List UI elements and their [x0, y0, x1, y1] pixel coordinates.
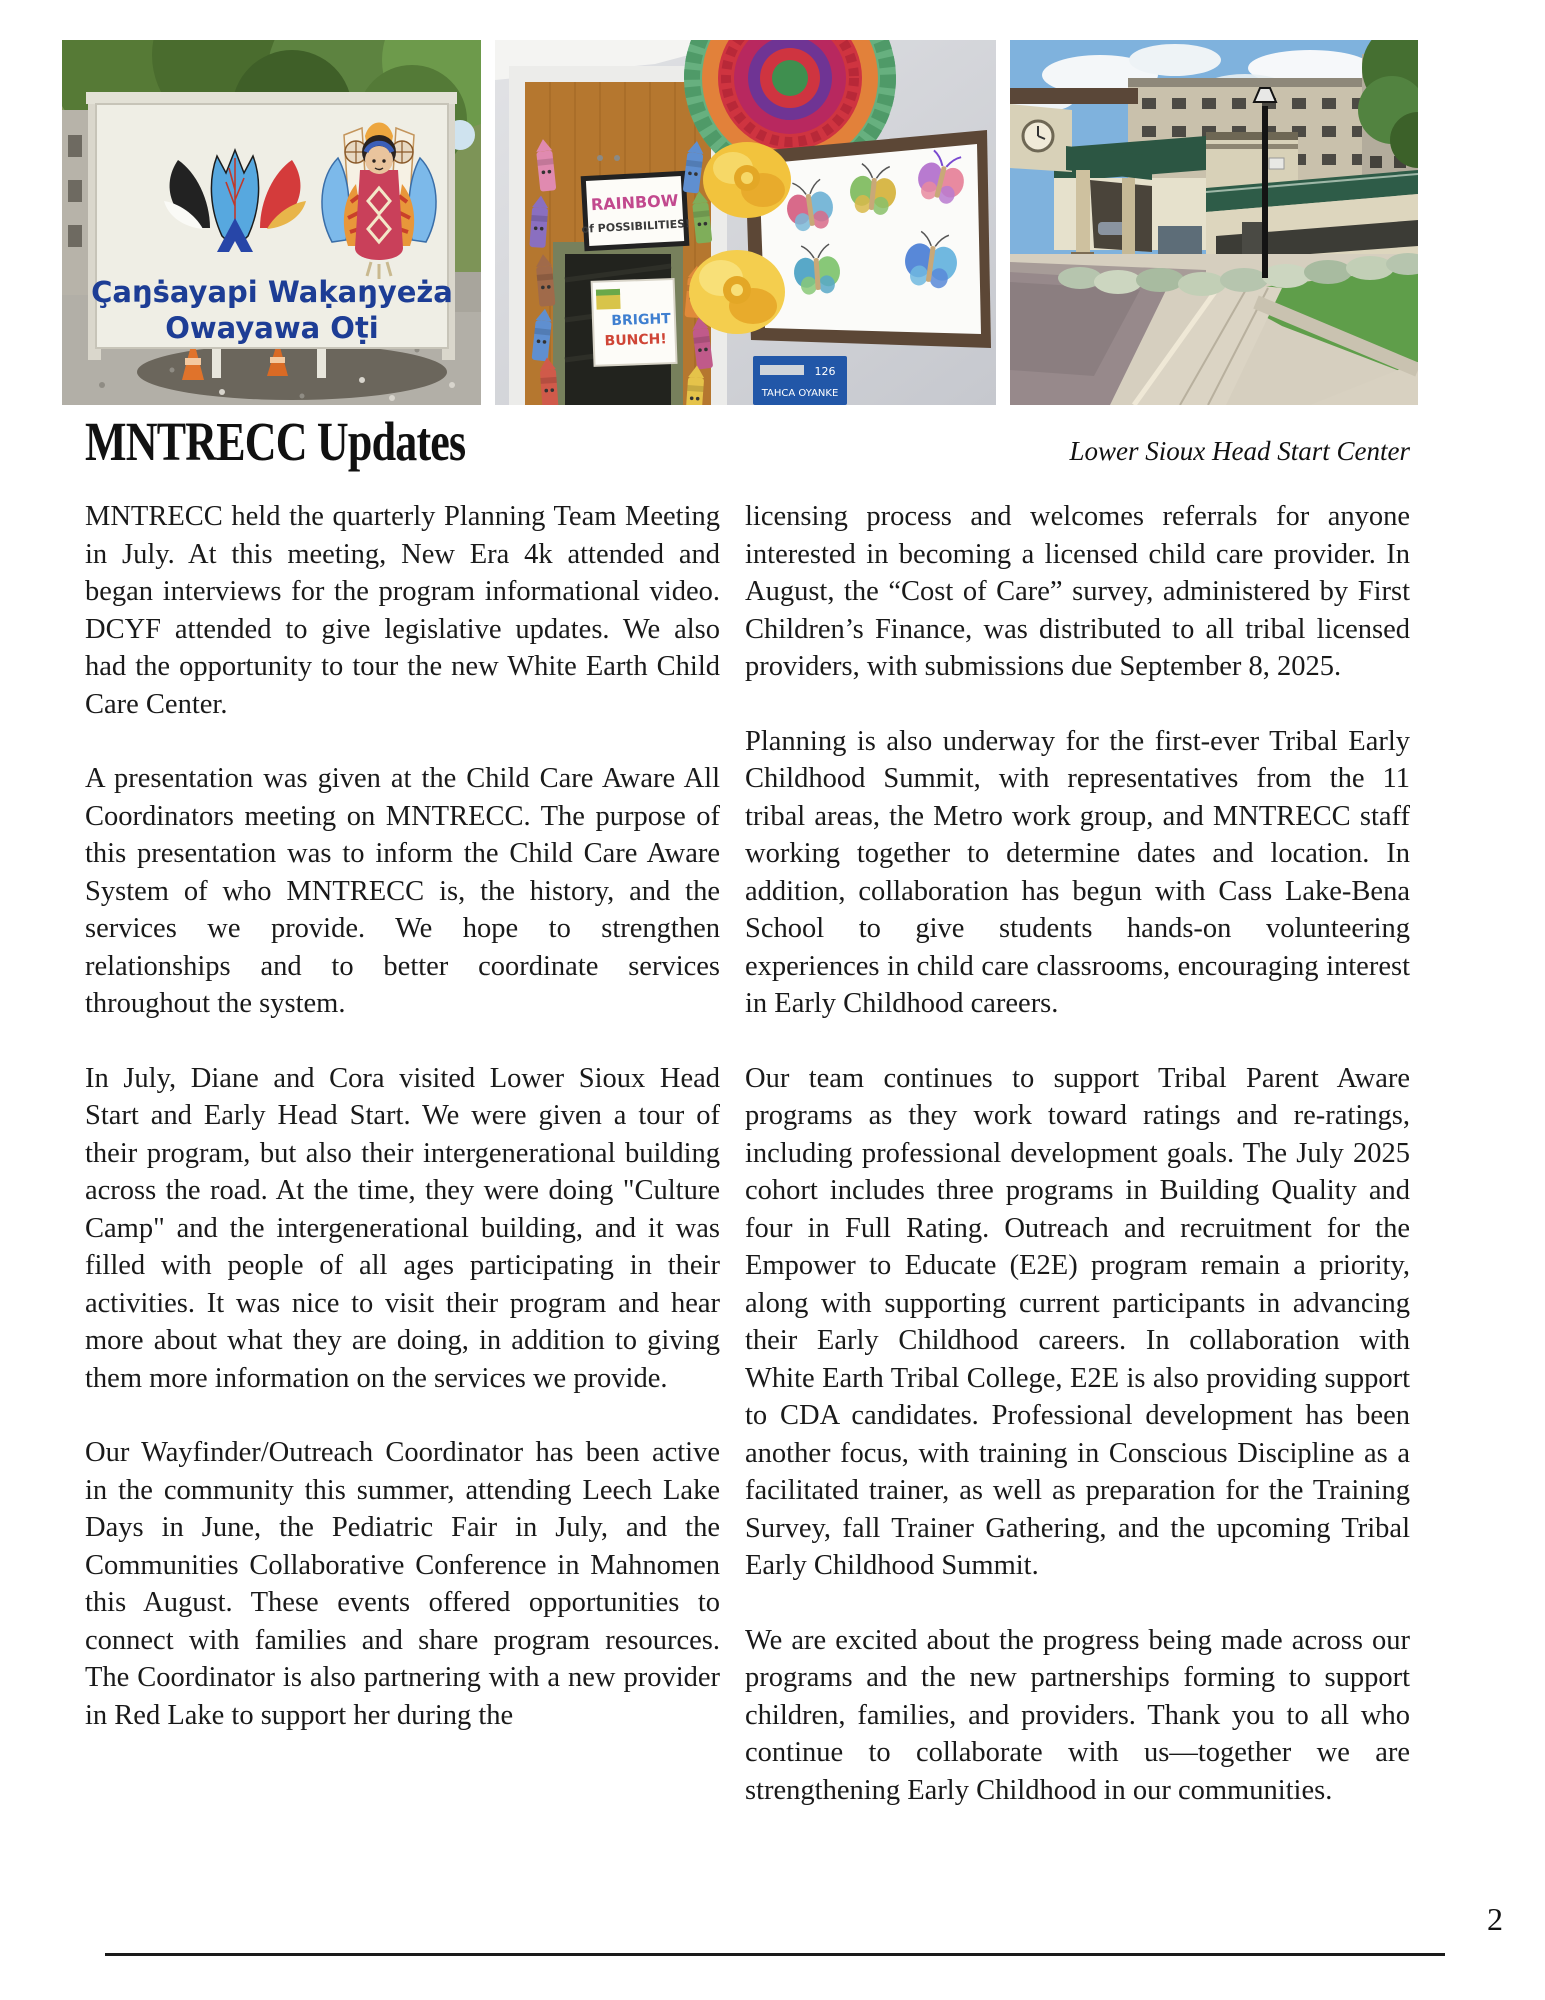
- room-name-text: TAHCA OYANKE: [761, 388, 839, 399]
- body-paragraph: A presentation was given at the Child Care Aware All Coordinators meeting on MNTRECC. The purpose of this presentation was to inform the Child Care Aware System of who MNTRECC is, the history, and the services we provide. We hope to strengthen relationships and to better coordinate services throughout the system.: [85, 763, 720, 1019]
- page-number: 2: [1487, 1901, 1503, 1937]
- photo-caption: Lower Sioux Head Start Center: [1069, 436, 1410, 466]
- article-body: [85, 498, 1410, 1846]
- footer-rule: [105, 1953, 1445, 1956]
- body-paragraph: MNTRECC held the quarterly Planning Team Meeting in July. At this meeting, New Era 4k attended and began interviews for the program informational video. DCYF attended to give legislative updates. We also had the opportunity to tour the new White Earth Child Care Center.: [85, 501, 720, 720]
- bright-bunch-sign: [592, 279, 677, 366]
- rainbow-sign-word: RAINBOW: [590, 190, 679, 215]
- rainbow-sign-rest: of POSSIBILITIES!: [581, 217, 691, 236]
- body-paragraph: Our team continues to support Tribal Parent Aware programs as they work toward ratings and re-ratings, including professional development goals. The July 2025 cohort includes three programs in Building Quality and four in Full Rating. Outreach and recruitment for the Empower to Educate (E2E) program remain a priority, along with supporting current participants in advancing their Early Childhood careers. In collaboration with White Earth Tribal College, E2E is also providing support to CDA candidates. Professional development has been another focus, with training in Conscious Discipline as a facilitated trainer, as well as preparation for the Training Survey, fall Trainer Gathering, and the upcoming Tribal Early Childhood Summit.: [745, 1062, 1410, 1581]
- photo-classroom-door: [495, 40, 996, 405]
- bright-bunch-line1: BRIGHT: [611, 311, 671, 330]
- right-column: [745, 498, 1410, 1846]
- body-paragraph: In July, Diane and Cora visited Lower Sioux Head Start and Early Head Start. We were given a tour of their program, but also their intergenerational building across the road. At the time, they were doing "Culture Camp" and the intergenerational building, and it was filled with people of all ages participating in their activities. It was nice to visit their program and hear more about what they are doing, in addition to giving them more information on the services we provide.: [85, 1062, 720, 1394]
- sign-text-line1: Çaŋṡayapi Waḳaŋyeża: [91, 275, 453, 309]
- page-title: MNTRECC Updates: [85, 411, 466, 472]
- sign-text-line2: Owayawa Oṭi: [165, 311, 379, 345]
- room-number-text: 126: [814, 365, 836, 378]
- bright-bunch-line2: BUNCH!: [604, 331, 668, 350]
- body-paragraph: Planning is also underway for the first-ever Tribal Early Childhood Summit, with representatives from the 11 tribal areas, the Metro work group, and MNTRECC staff working together to determine dates and location. In addition, collaboration has begun with Cass Lake-Bena School to give students hands-on volunteering experiences in child care classrooms, encouraging interest in Early Childhood careers.: [745, 725, 1410, 1019]
- rainbow-sign: [579, 173, 691, 249]
- photo-center-exterior: [1010, 40, 1418, 405]
- body-paragraph: licensing process and welcomes referrals for anyone interested in becoming a licensed child care provider. In August, the “Cost of Care” survey, administered by First Children’s Finance, was distributed to all tribal licensed providers, with submissions due September 8, 2025.: [745, 501, 1410, 682]
- body-paragraph: We are excited about the progress being made across our programs and the new partnerships forming to support children, families, and providers. Thank you to all who continue to collaborate with us—together we are strengthening Early Childhood in our communities.: [745, 1624, 1410, 1806]
- photo-program-sign: [62, 40, 481, 405]
- body-paragraph: Our Wayfinder/Outreach Coordinator has been active in the community this summer, attending Leech Lake Days in June, the Pediatric Fair in July, and the Communities Collaborative Conference in Mahnomen this August. These events offered opportunities to connect with families and share program resources. The Coordinator is also partnering with a new provider in Red Lake to support her during the: [85, 1437, 720, 1731]
- photo-strip: [62, 40, 1418, 405]
- left-column: [85, 498, 720, 1846]
- room-number-sign: [753, 356, 847, 405]
- masthead: [85, 411, 1410, 472]
